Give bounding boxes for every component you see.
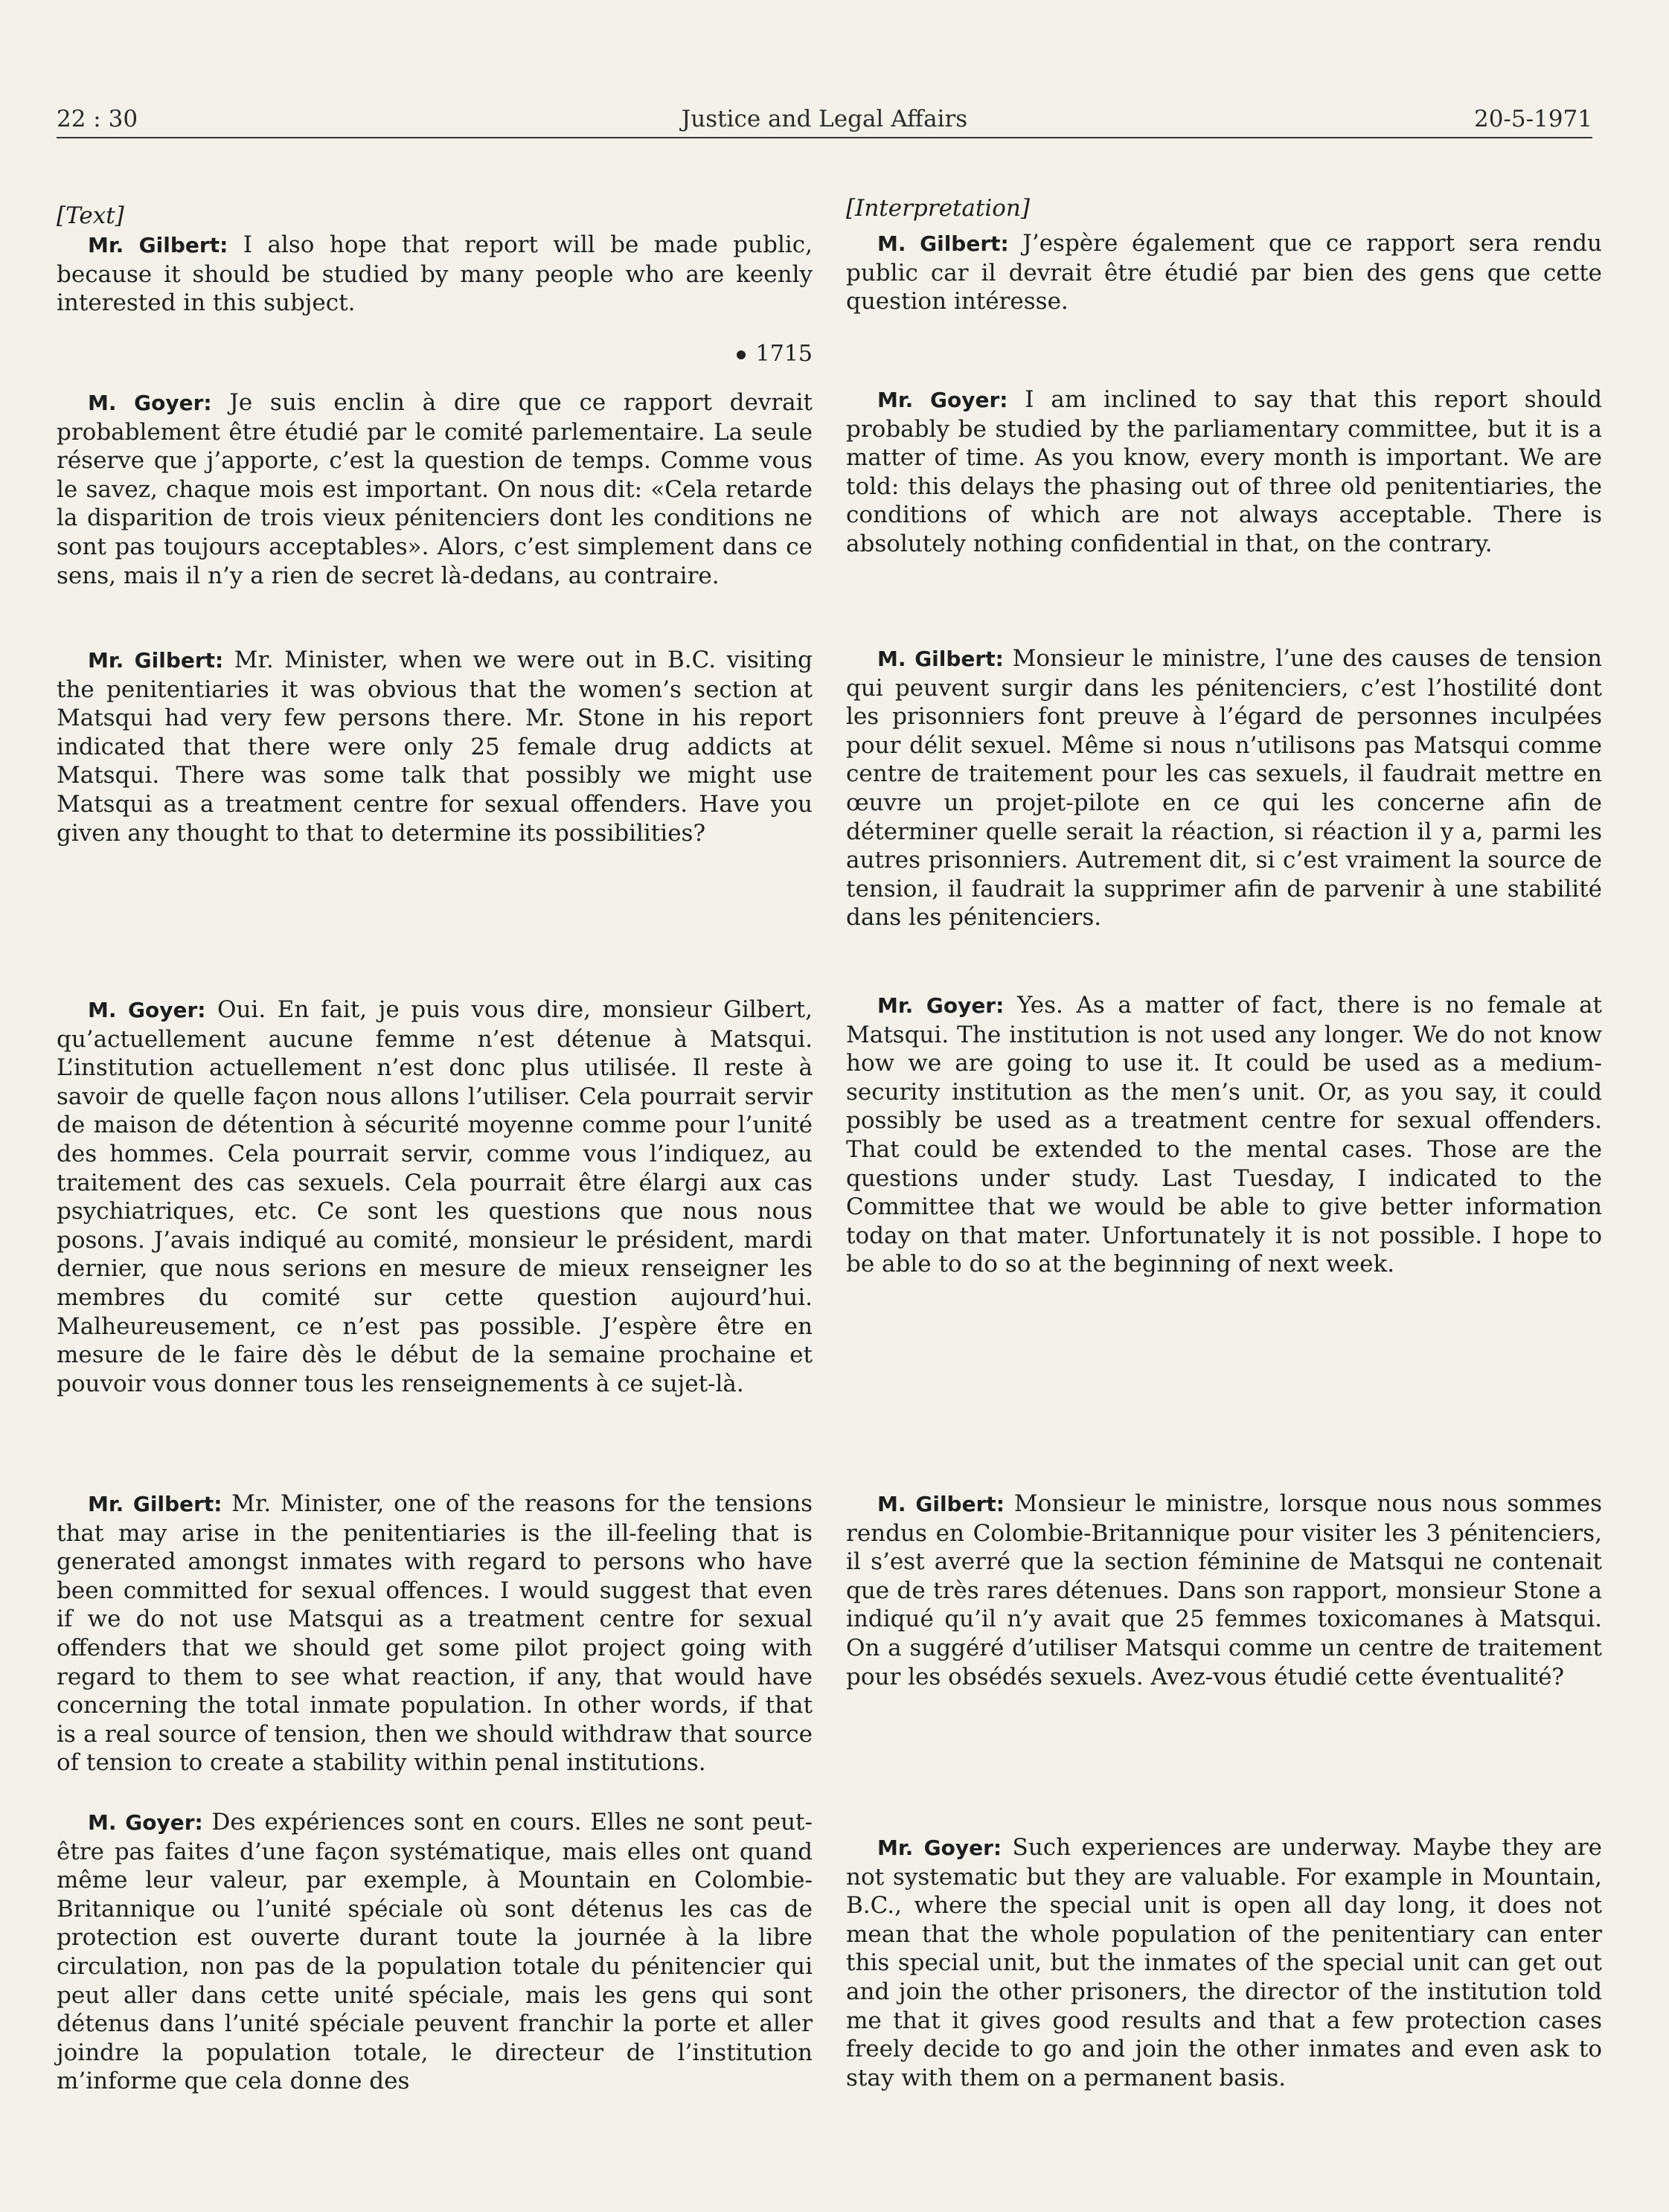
speaker-name: M. Gilbert: — [877, 1492, 1005, 1516]
paragraph-text: Such experiences are underway. Maybe they are not systematic but they are valuable. For example in Mountain, B.C., where the special unit is open all day long, it does not mean that the whole population of the penitentiary can enter this special unit, but the inmates of the special unit can get out and join the other prisoners, the director of the institution told me that it gives good results and that a few protection cases freely decide to go and join the other inmates and even ask to stay with them on a permanent basis. — [846, 1834, 1602, 2091]
speaker-name: M. Goyer: — [88, 391, 212, 415]
speaker-name: M. Goyer: — [88, 1810, 203, 1835]
running-title: Justice and Legal Affairs — [681, 106, 968, 132]
paragraph-text: I also hope that report will be made public, because it should be studied by many people who are keenly interested in this subject. — [57, 231, 813, 317]
bullet-icon — [737, 350, 746, 359]
right-paragraph-4 — [846, 991, 1602, 1279]
paragraph-text: Des expériences sont en cours. Elles ne sont peut-être pas faites d’une façon systématique, mais elles ont quand même leur valeur, par exemple, à Mountain en Colombie-Britannique ou l’unité spéciale où sont détenus les cas de protection est ouverte durant toute la journée à la libre circulation, non pas de la population totale du pénitencier qui peut aller dans cette unité spéciale, mais les gens qui sont détenus dans l’unité spéciale peuvent franchir la porte et aller joindre la population totale, le directeur de l’institution m’informe que cela donne des — [57, 1809, 813, 2095]
paragraph-text: Monsieur le ministre, l’une des causes de tension qui peuvent surgir dans les pénitenciers, c’est l’hostilité dont les prisonniers font preuve à l’égard de personnes inculpées pour délit sexuel. Même si nous n’utilisons pas Matsqui comme centre de traitement pour les cas sexuels, il faudrait mettre en œuvre un projet-pilote en ce qui les concerne afin de déterminer quelle serait la réaction, si réaction il y a, parmi les autres prisonniers. Autrement dit, si c’est vraiment la source de tension, il faudrait la supprimer afin de parvenir à une stabilité dans les pénitenciers. — [846, 645, 1602, 932]
paragraph-text: Monsieur le ministre, lorsque nous nous sommes rendus en Colombie-Britannique pour visiter les 3 pénitenciers, il s’est averré que la section féminine de Matsqui ne contenait que de très rares détenues. Dans son rapport, monsieur Stone a indiqué qu’il n’y avait que 25 femmes toxicomanes à Matsqui. On a suggéré d’utiliser Matsqui comme un centre de traitement pour les obsédés sexuels. Avez-vous étudié cette éventualité? — [846, 1490, 1602, 1690]
speaker-name: M. Goyer: — [88, 998, 206, 1022]
speaker-name: M. Gilbert: — [877, 231, 1009, 256]
header-rule — [57, 137, 1592, 138]
text-tag: [Text] — [57, 202, 124, 229]
paragraph-text: Mr. Minister, one of the reasons for the tensions that may arise in the penitentiaries is the ill-feeling that is generated amongst inmates with regard to persons who have been committed for sexual offences. I would suggest that even if we do not use Matsqui as a treatment centre for sexual offenders that we should get some pilot project going with regard to them to see what reaction, if any, that would have concerning the total inmate population. In other words, if that is a real source of tension, then we should withdraw that source of tension to create a stability within penal institutions. — [57, 1490, 813, 1777]
speaker-name: M. Gilbert: — [877, 647, 1004, 671]
right-paragraph-6 — [846, 1833, 1602, 2092]
time-marker — [737, 341, 813, 367]
left-paragraph-2 — [57, 388, 813, 590]
speaker-name: Mr. Gilbert: — [88, 648, 224, 673]
speaker-name: Mr. Gilbert: — [88, 1492, 222, 1516]
left-paragraph-3 — [57, 646, 813, 847]
paragraph-text: Oui. En fait, je puis vous dire, monsieur Gilbert, qu’actuellement aucune femme n’est détenue à Matsqui. L’institution actuellement n’est donc plus utilisée. Il reste à savoir de quelle façon nous allons l’utiliser. Cela pourrait servir de maison de détention à sécurité moyenne comme pour l’unité des hommes. Cela pourrait servir, comme vous l’indiquez, au traitement des cas sexuels. Cela pourrait être élargi aux cas psychiatriques, etc. Ce sont les questions que nous nous posons. J’avais indiqué au comité, monsieur le président, mardi dernier, que nous serions en mesure de mieux renseigner les membres du comité sur cette question aujourd’hui. Malheureusement, ce n’est pas possible. J’espère être en mesure de le faire dès le début de la semaine prochaine et pouvoir vous donner tous les renseignements à ce sujet-là. — [57, 996, 813, 1397]
right-paragraph-3 — [846, 644, 1602, 932]
speaker-name: Mr. Goyer: — [877, 388, 1008, 412]
paragraph-text: I am inclined to say that this report should probably be studied by the parliamentary committee, but it is a matter of time. As you know, every month is important. We are told: this delays the phasing out of three old penitentiaries, the conditions of which are not always acceptable. There is absolutely nothing confidential in that, on the contrary. — [846, 386, 1602, 557]
paragraph-text: Yes. As a matter of fact, there is no female at Matsqui. The institution is not used any longer. We do not know how we are going to use it. It could be used as a medium-security institution as the men’s unit. Or, as you say, it could possibly be used as a treatment centre for sexual offenders. That could be extended to the mental cases. Those are the questions under study. Last Tuesday, I indicated to the Committee that we would be able to give better information today on that mater. Unfortunately it is not possible. I hope to be able to do so at the beginning of next week. — [846, 992, 1603, 1278]
left-paragraph-6 — [57, 1808, 813, 2096]
page-header — [57, 106, 1592, 138]
paragraph-text: Mr. Minister, when we were out in B.C. visiting the penitentiaries it was obvious that the women’s section at Matsqui had very few persons there. Mr. Stone in his report indicated that there were only 25 female drug addicts at Matsqui. There was some talk that possibly we might use Matsqui as a treatment centre for sexual offenders. Have you given any thought to that to determine its possibilities? — [57, 647, 813, 847]
paragraph-text: Je suis enclin à dire que ce rapport devrait probablement être étudié par le comité parlementaire. La seule réserve que j’apporte, c’est la question de temps. Comme vous le savez, chaque mois est important. On nous dit: «Cela retarde la disparition de trois vieux pénitenciers dont les conditions ne sont pas toujours acceptables». Alors, c’est simplement dans ce sens, mais il n’y a rien de secret là-dedans, au contraire. — [57, 389, 813, 589]
right-paragraph-2 — [846, 385, 1602, 559]
page-number: 22 : 30 — [57, 106, 138, 132]
right-paragraph-1 — [846, 229, 1602, 316]
speaker-name: Mr. Goyer: — [877, 993, 1005, 1018]
left-paragraph-1 — [57, 231, 813, 318]
speaker-name: Mr. Gilbert: — [88, 233, 228, 257]
speaker-name: Mr. Goyer: — [877, 1836, 1002, 1860]
left-paragraph-5 — [57, 1490, 813, 1777]
header-date: 20-5-1971 — [1473, 106, 1592, 132]
time-marker-text: 1715 — [755, 341, 813, 367]
paragraph-text: J’espère également que ce rapport sera rendu public car il devrait être étudié par bien des gens que cette question intéresse. — [846, 230, 1602, 315]
left-paragraph-4 — [57, 996, 813, 1398]
right-paragraph-5 — [846, 1490, 1602, 1691]
interpretation-tag: [Interpretation] — [846, 195, 1030, 222]
